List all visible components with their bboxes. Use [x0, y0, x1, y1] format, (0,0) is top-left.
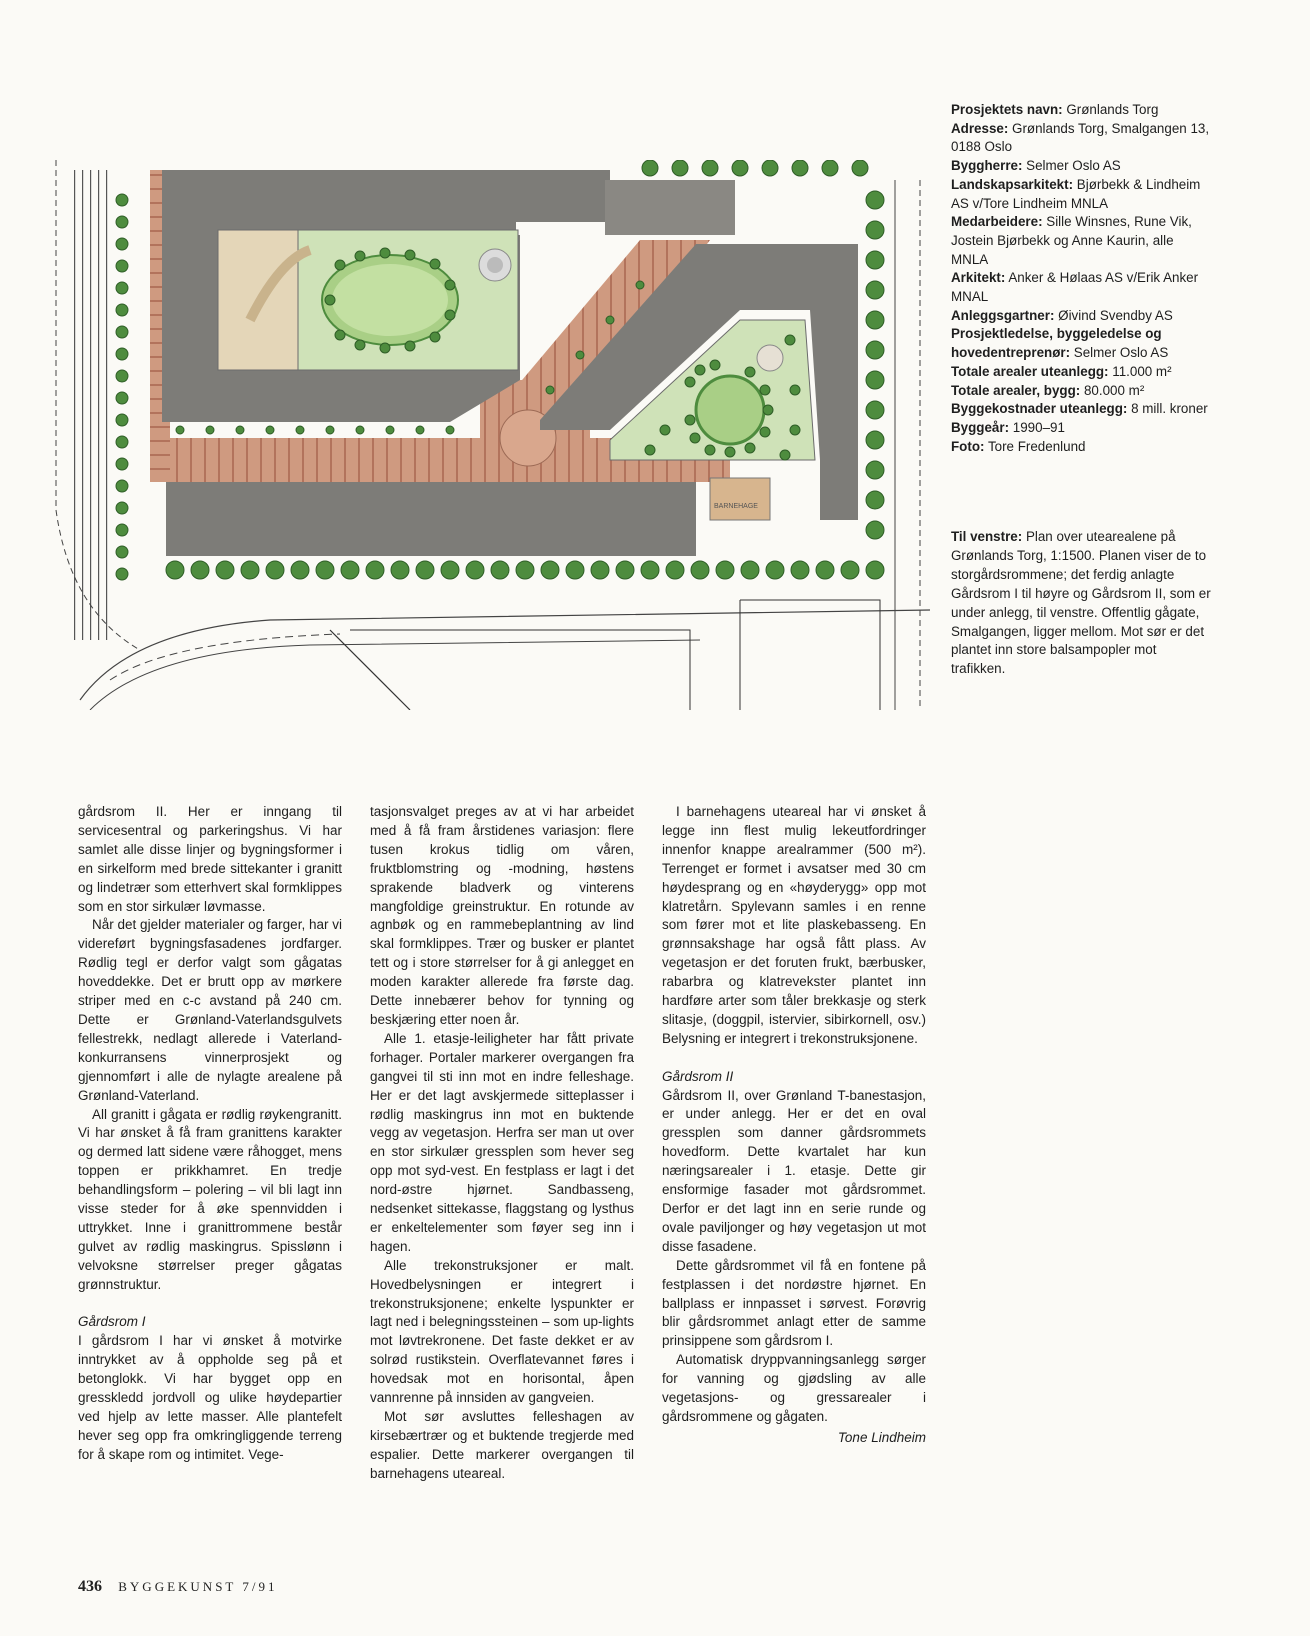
fact-year: [951, 419, 1213, 438]
fact-landscaper: [951, 307, 1213, 326]
fact-key: Byggherre:: [951, 158, 1023, 174]
road-lines: [330, 600, 880, 710]
paragraph: Automatisk dryppvanningsanlegg sørger for vanning og gjødsling av alle vegetasjons- og gressarealer i gårdsrommene og gågaten.: [662, 1352, 926, 1424]
fact-value: 1990–91: [1012, 419, 1065, 435]
paragraph: Alle trekonstruksjoner er malt. Hovedbelysningen er integrert i trekonstruksjonene; enkelte lyspunkter er lagt ned i belegningssteinen – som up-lights mot løvtrekronene. Det faste dekket er av solrød rustikstein. Overflatevannet føres i hovedsak mot en horisontal, åpen vannrenne på innsiden av gangveien.: [370, 1257, 634, 1406]
fact-name: [951, 101, 1213, 120]
plan-label-barnehage: BARNEHAGE: [714, 503, 758, 510]
page-number: 436: [78, 1578, 102, 1595]
paragraph: Gårdsrom II, over Grønland T-banestasjon, er under anlegg. Her er det en oval gressplen som danner gårdsrommets hovedform. Dette kvartalet har kun næringsarealer i 1. etasje. Dette gir ensformige fasader mot gårdsrommet. Derfor er det lagt inn en serie runde og ovale paviljonger og høy vegetasjon ut mot disse fasadene.: [662, 1087, 926, 1254]
paragraph: All granitt i gågata er rødlig røykengranitt. Vi har ønsket å få fram granittens karakter og dermed latt sidene være råhogget, mens toppen er prikkhamret. En tredje behandlingsform – polering – vil bli lagt inn visse steder for å øke spennvidden i uttrykket. Inne i granittrommene består gulvet av rødlig maskingrus. Spisslønn i velvoksne størrelser preger gågatas grønnstruktur.: [78, 1106, 342, 1292]
section-heading-gardsrom-2: Gårdsrom II: [662, 1068, 734, 1084]
article-column-3: [662, 803, 926, 1448]
section-heading-gardsrom-1: Gårdsrom I: [78, 1314, 146, 1330]
fact-key: Totale arealer uteanlegg:: [951, 363, 1109, 379]
paragraph: Når det gjelder materialer og farger, har vi videreført bygningsfasadenes jordfarger. Rødlig tegl er derfor valgt som gågatas hoveddekke. Det er brutt opp av mørkere striper med en c-c avstand på 240 cm. Dette er Grønland-Vaterlandsgulvets fellestrekk, nedlagt allerede i Vaterland-konkurransens vinnerprosjekt og gjennomført i alle de nylagte arealene på Grønland-Vaterland.: [78, 917, 342, 1103]
magazine-issue: BYGGEKUNST 7/91: [118, 1579, 278, 1594]
fact-management: [951, 325, 1213, 362]
fact-area-building: [951, 382, 1213, 401]
fact-key: Medarbeidere:: [951, 214, 1043, 230]
fact-key: Arkitekt:: [951, 270, 1006, 286]
fact-area-outdoor: [951, 363, 1213, 382]
paragraph: I barnehagens uteareal har vi ønsket å legge inn flest mulig lekeutfordringer innenfor knappe arealrammer (500 m²). Terrenget er formet i avsatser med 30 cm høydesprang og en «høyderygg» opp mot klatretårn. Spylevann samles i en renne som fører mot et lite plaskebasseng. En grønnsakshage har også fått plass. Av vegetasjon er det foruten frukt, bærbusker, rabarbra og klatrevekster plantet inn hardføre arter som tåler brekkasje og sterk slitasje, (doggpil, istervier, sibirkornell, osv.) Belysning er integrert i trekonstruksjonene.: [662, 804, 926, 1046]
courtyard-2: [218, 230, 518, 370]
fact-key: Anleggsgartner:: [951, 307, 1055, 323]
fact-cost: [951, 400, 1213, 419]
page-footer: [78, 1578, 278, 1596]
article-column-2: [370, 803, 634, 1484]
caption-text: Plan over utearealene på Grønlands Torg, 1:1500. Planen viser de to storgårdsrommene; det ferdig anlagte Gårdsrom I til høyre og Gårdsrom II, som er under anlegg, til venstre. Offentlig gågate, Smalgangen, ligger mellom. Mot sør er det plantet inn store balsampopler mot trafikken.: [951, 529, 1211, 677]
fact-landscape-architect: [951, 176, 1213, 213]
paragraph: Alle 1. etasje-leiligheter har fått private forhager. Portaler markerer overgangen fra gangvei til sti inn mot en indre felleshage. Her er det lagt avskjermede sitteplasser i rødlig maskingrus inn mot en buktende vegg av vegetasjon. Herfra ser man ut over en stor sirkulær gressplen som hever seg opp mot syd-vest. En festplass er lagt i det nord-østre hjørnet. Sandbasseng, nedsenket sittekasse, flaggstang og lysthus er enkeltelementer som føyer seg inn i hagen.: [370, 1030, 634, 1254]
fact-value: Tore Fredenlund: [987, 438, 1086, 454]
paragraph: gårdsrom II. Her er inngang til servicesentral og parkeringshus. Vi har samlet alle disse linjer og bygningsformer i en sirkelform med brede sittekanter i granitt og lindetrær som etterhvert skal formklippes som en stor sirkulær løvmasse.: [78, 804, 342, 914]
fact-value: Grønlands Torg, Smalgangen 13, 0188 Oslo: [951, 120, 1210, 155]
fact-value: 8 mill. kroner: [1131, 401, 1208, 417]
paragraph: Mot sør avsluttes felleshagen av kirsebærtrær og et buktende tregjerde med espalier. Dette markerer overgangen til barnehagens uteareal.: [370, 1409, 634, 1481]
site-plan-drawing: [50, 160, 930, 710]
fact-photo: [951, 438, 1213, 457]
fact-key: Totale arealer, bygg:: [951, 382, 1081, 398]
fact-key: Byggekostnader uteanlegg:: [951, 401, 1128, 417]
fact-address: [951, 120, 1213, 157]
fact-value: Anker & Hølaas AS v/Erik Anker MNAL: [951, 270, 1199, 305]
fact-value: 11.000 m²: [1112, 363, 1172, 379]
paragraph: tasjonsvalget preges av at vi har arbeidet med å få fram årstidenes variasjon: flere tusen krokus tidlig om våren, fruktblomstring og -modning, høstens sprakende bladverk og vinterens mangfoldige greinstruktur. En rotunde av agnbøk og en rammebeplantning av lind skal formklippes. Trær og busker er plantet tett og i store størrelser for å gi anlegget en moden karakter allerede fra første dag. Dette innebærer behov for tynning og beskjæring etter noen år.: [370, 804, 634, 1027]
paragraph: I gårdsrom I har vi ønsket å motvirke inntrykket av å oppholde seg på et betonglokk. Vi har bygget opp en gresskledd jordvoll og ulike høydepartier ved hjelp av lette masser. Alle plantefelt hever seg opp fra omkringliggende terreng for å skape rom og intimitet. Vege-: [78, 1333, 342, 1462]
project-facts: [951, 101, 1213, 456]
fact-value: Sille Winsnes, Rune Vik, Jostein Bjørbekk og Anne Kaurin, alle MNLA: [951, 214, 1192, 267]
fact-value: Øivind Svendby AS: [1058, 307, 1173, 323]
plan-caption: [951, 528, 1213, 679]
author-signature: Tone Lindheim: [837, 1429, 926, 1445]
fact-value: Selmer Oslo AS: [1073, 345, 1169, 361]
fact-key: Adresse:: [951, 120, 1009, 136]
fact-key: Landskapsarkitekt:: [951, 176, 1074, 192]
fact-collaborators: [951, 213, 1213, 269]
fact-architect: [951, 269, 1213, 306]
fact-value: Grønlands Torg: [1066, 102, 1159, 117]
fact-value: 80.000 m²: [1083, 382, 1145, 398]
fact-client: [951, 157, 1213, 176]
fact-key: Prosjektledelse, byggeledelse og hovedentreprenør:: [951, 326, 1162, 361]
fact-value: Bjørbekk & Lindheim AS v/Tore Lindheim MNLA: [951, 176, 1201, 211]
article-column-1: [78, 803, 342, 1465]
fact-key: Byggeår:: [951, 419, 1010, 435]
fact-key: Prosjektets navn:: [951, 102, 1063, 117]
fact-value: Selmer Oslo AS: [1026, 158, 1121, 174]
paragraph: Dette gårdsrommet vil få en fontene på festplassen i det nordøstre hjørnet. En ballplass er innpasset i sørvest. Forøvrig blir gårdsrommet anlagt etter de samme prinsippene som gårdsrom I.: [662, 1257, 926, 1349]
fact-key: Foto:: [951, 438, 985, 454]
caption-key: Til venstre:: [951, 529, 1023, 544]
